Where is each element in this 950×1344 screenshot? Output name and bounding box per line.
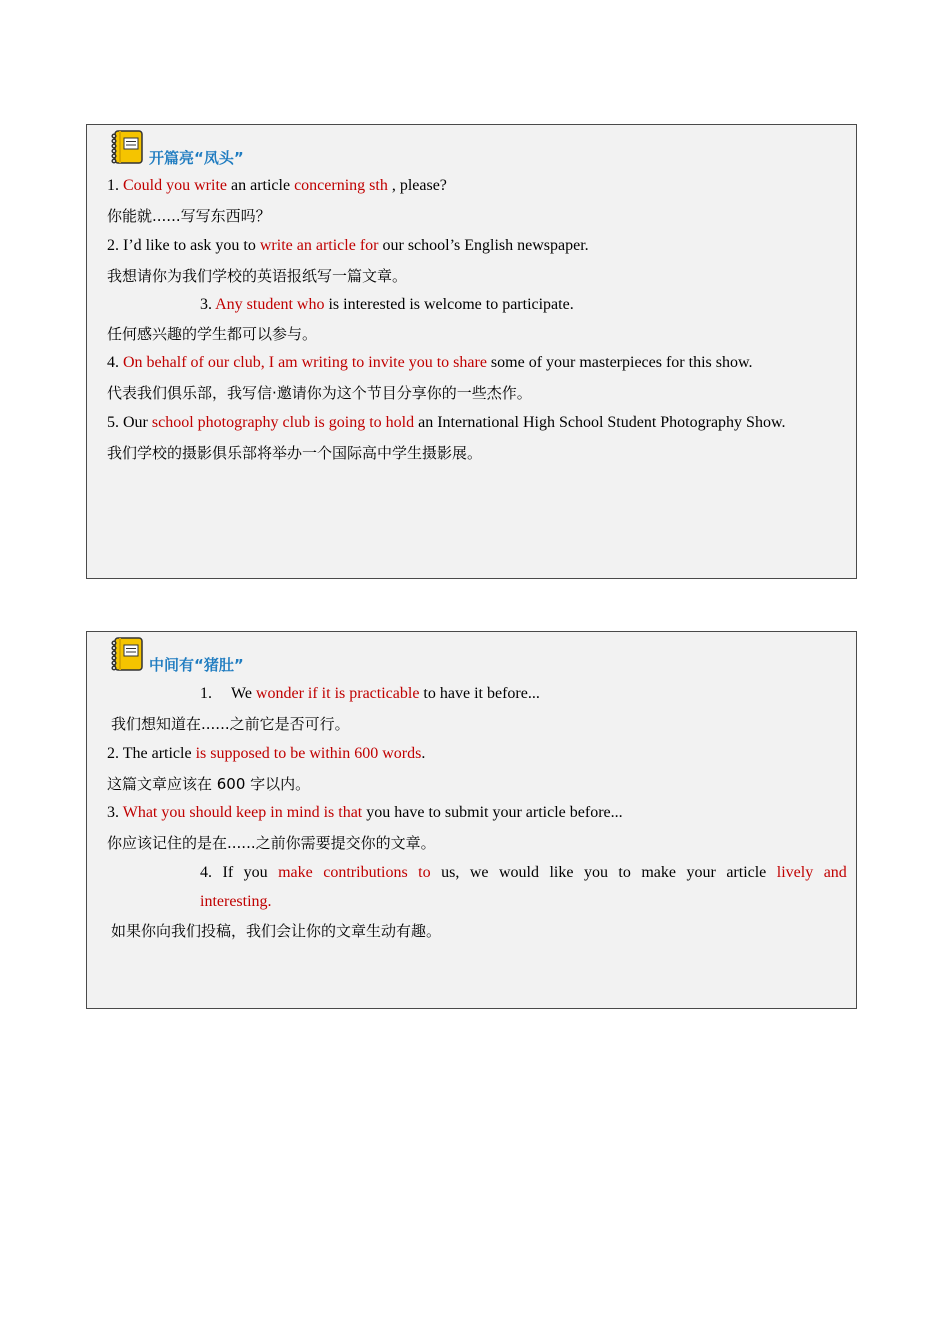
- section-heading: 中间有“猪肚”: [149, 656, 244, 674]
- translation-4: 代表我们俱乐部，我写信·邀请你为这个节目分享你的一些杰作。: [107, 384, 532, 402]
- translation-2: 这篇文章应该在 600 字以内。: [107, 775, 311, 793]
- notebook-icon: [109, 129, 145, 165]
- sentence-4: 4. On behalf of our club, I am writing to invite you to share some of your masterpieces for this show.: [107, 354, 753, 371]
- translation-3: 任何感兴趣的学生都可以参与。: [107, 325, 318, 343]
- section-box-opening: [86, 124, 857, 579]
- sentence-3: 3. Any student who is interested is welcome to participate.: [200, 296, 574, 313]
- sentence-2: 2. The article is supposed to be within 600 words.: [107, 745, 426, 762]
- sentence-1: 1. Could you write an article concerning sth , please?: [107, 177, 447, 194]
- translation-5: 我们学校的摄影俱乐部将举办一个国际高中学生摄影展。: [107, 444, 483, 462]
- section-box-middle: [86, 631, 857, 1009]
- sentence-5: 5. Our school photography club is going to hold an International High School Student Photography Show.: [107, 414, 786, 431]
- notebook-icon: [109, 636, 145, 672]
- sentence-4-line-1: 4. If you make contributions to us, we would like you to make your article lively and: [200, 864, 847, 881]
- translation-4: 如果你向我们投稿，我们会让你的文章生动有趣。: [111, 922, 442, 940]
- section-heading: 开篇亮“凤头”: [149, 149, 244, 167]
- translation-3: 你应该记住的是在......之前你需要提交你的文章。: [107, 834, 436, 852]
- sentence-1: 1. We wonder if it is practicable to have it before...: [200, 685, 540, 702]
- translation-1: 我们想知道在......之前它是否可行。: [111, 715, 350, 733]
- sentence-2: 2. I’d like to ask you to write an article for our school’s English newspaper.: [107, 237, 589, 254]
- sentence-4-line-2: interesting.: [200, 893, 272, 910]
- sentence-3: 3. What you should keep in mind is that you have to submit your article before...: [107, 804, 623, 821]
- translation-2: 我想请你为我们学校的英语报纸写一篇文章。: [107, 267, 408, 285]
- translation-1: 你能就......写写东西吗？: [107, 207, 271, 225]
